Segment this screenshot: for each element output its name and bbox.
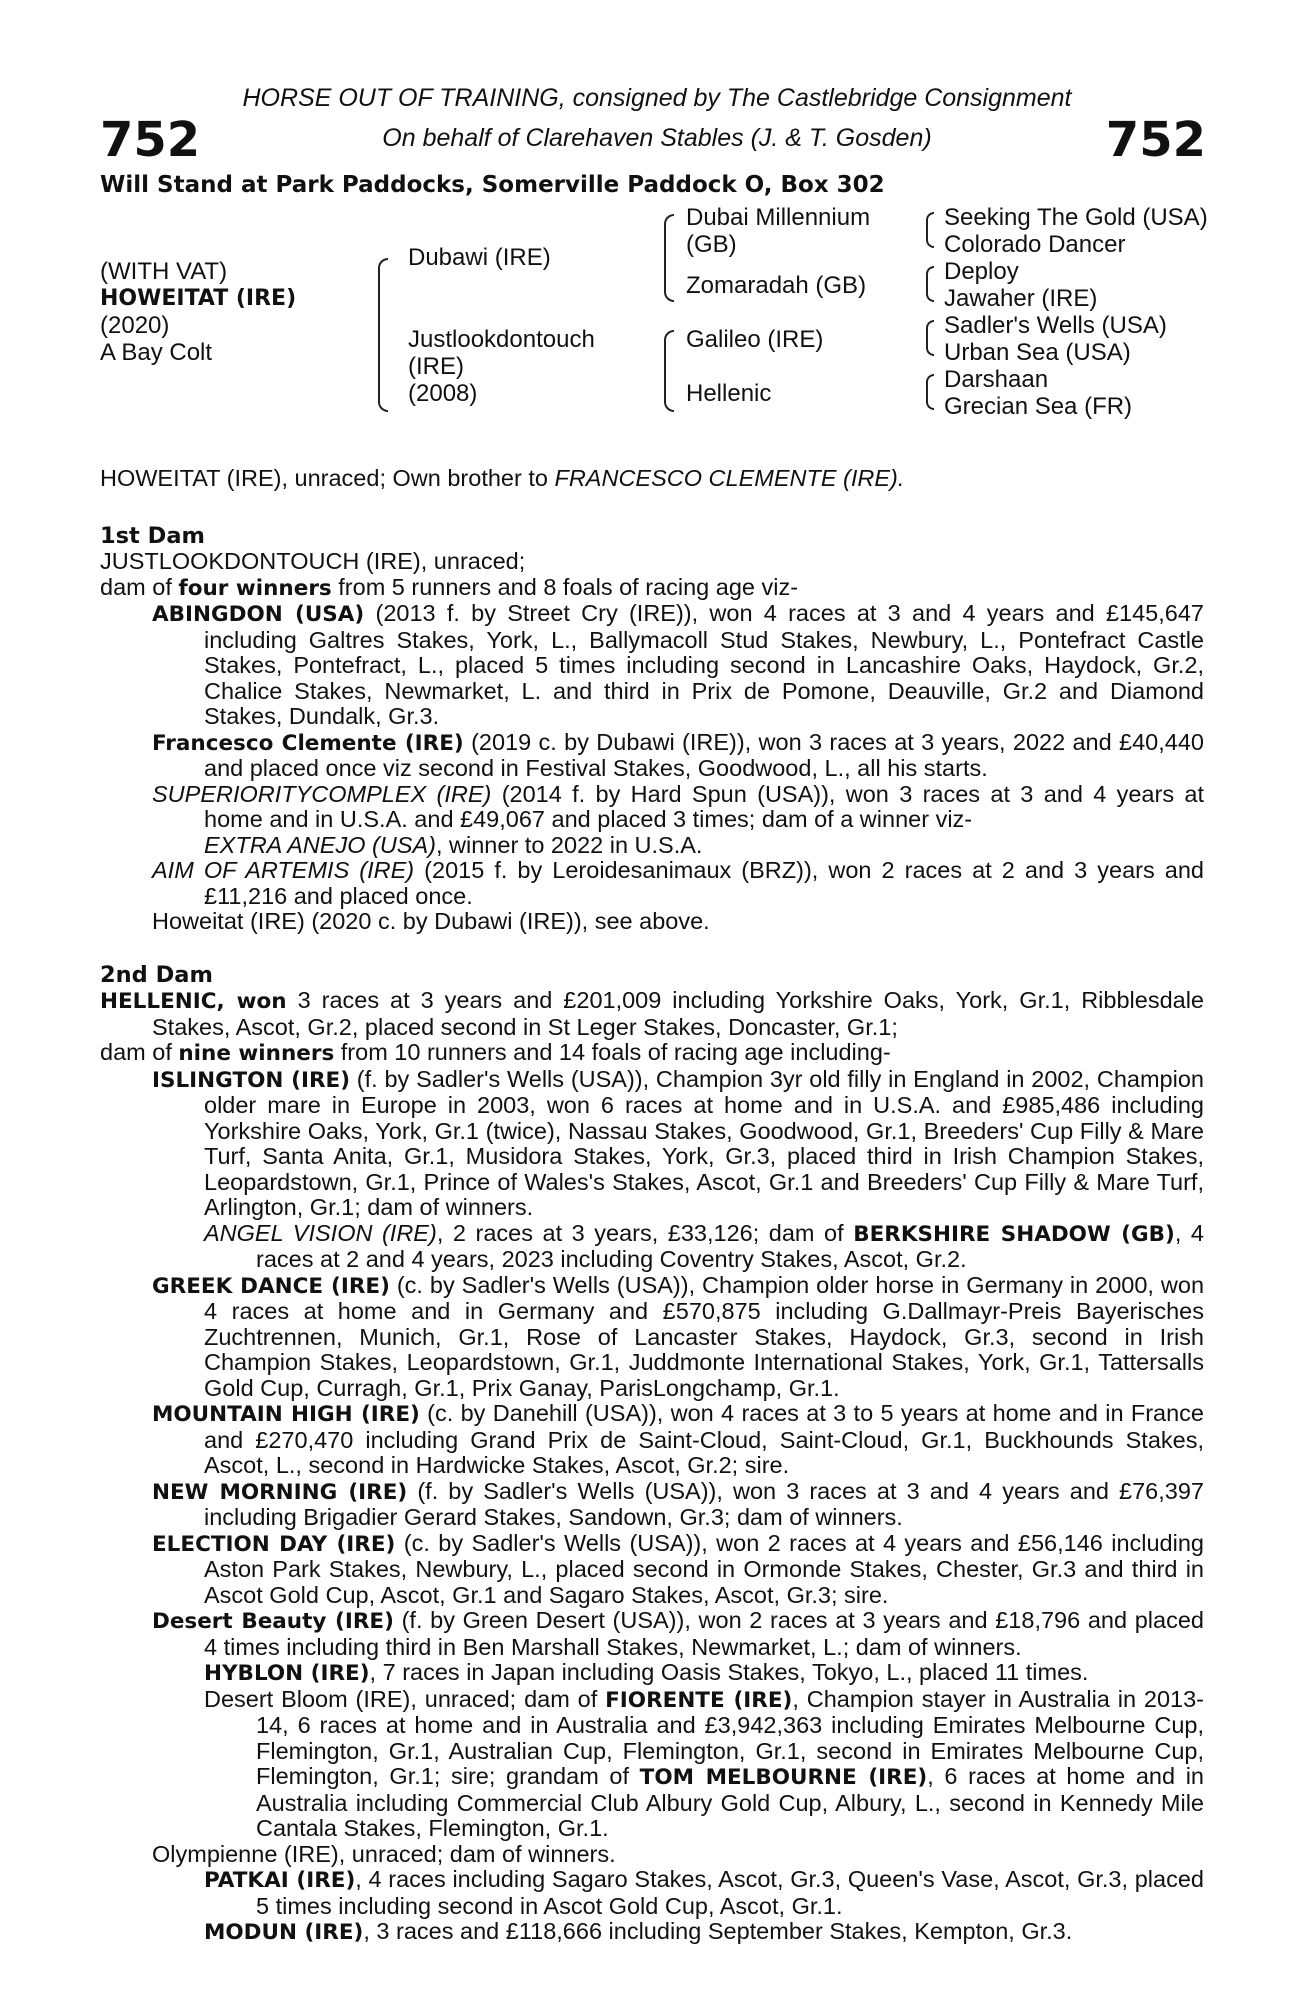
- produce-hyblon: HYBLON (IRE), 7 races in Japan including Oasis Stakes, Tokyo, L., placed 11 times.: [204, 1659, 1089, 1686]
- produce-mountain-high: MOUNTAIN HIGH (IRE) (c. by Danehill (USA)), won 4 races at 3 to 5 years at home and in France and £270,470 including Grand Prix de Saint-Cloud, Saint-Cloud, Gr.1, Buckhounds Stakes, Ascot, L., second in Hardwicke Stakes, Ascot, Gr.2; sire.: [152, 1400, 1204, 1478]
- behalf-line: On behalf of Clarehaven Stables (J. & T. Gosden): [382, 124, 932, 152]
- lot-number-left: 752: [100, 112, 201, 168]
- produce-olympienne: Olympienne (IRE), unraced; dam of winners.: [152, 1840, 616, 1867]
- dam-sire: Galileo (IRE): [686, 326, 824, 353]
- produce-desert-bloom: Desert Bloom (IRE), unraced; dam of FIORENTE (IRE), Champion stayer in Australia in 2013-14, 6 races at home and in Australia and £3,942,363 including Emirates Melbourne Cup, Flemington, Gr.1, Australian Cup, Flemington, Gr.1, second in Emirates Melbourne Cup, Flemington, Gr.1; sire; grandam of TOM MELBOURNE (IRE), 6 races at home and in Australia including Commercial Club Albury Gold Cup, Albury, L., second in Kennedy Mile Cantala Stakes, Flemington, Gr.1.: [204, 1685, 1204, 1841]
- summary-line: HOWEITAT (IRE), unraced; Own brother to FRANCESCO CLEMENTE (IRE).: [100, 465, 905, 491]
- brace-g1: [926, 212, 934, 248]
- dam-year: (2008): [408, 380, 478, 407]
- gg-3: Deploy: [944, 258, 1019, 285]
- dam-name: Justlookdontouch (IRE): [408, 326, 595, 380]
- produce-howeitat: Howeitat (IRE) (2020 c. by Dubawi (IRE)), see above.: [152, 908, 710, 934]
- produce-extra-anejo: EXTRA ANEJO (USA), winner to 2022 in U.S.A.: [204, 831, 703, 858]
- produce-superioritycomplex: SUPERIORITYCOMPLEX (IRE) (2014 f. by Hard Spun (USA)), won 3 races at 3 and 4 years at home and in U.S.A. and £49,067 and placed 3 times; dam of a winner viz-: [152, 780, 1205, 832]
- second-dam-record: HELLENIC, won 3 races at 3 years and £201,009 including Yorkshire Oaks, York, Gr.1, Ribblesdale Stakes, Ascot, Gr.2, placed second in St Leger Stakes, Doncaster, Gr.1;: [100, 987, 1204, 1040]
- brace-sire-parents: [664, 214, 674, 302]
- consignment-line: HORSE OUT OF TRAINING, consigned by The Castlebridge Consignment: [242, 84, 1072, 112]
- sire-dam: Zomaradah (GB): [686, 272, 867, 299]
- sire-sire: Dubai Millennium (GB): [686, 204, 871, 258]
- first-dam-produce-line: dam of four winners from 5 runners and 8 foals of racing age viz-: [100, 573, 799, 601]
- gg-2: Colorado Dancer: [944, 231, 1126, 258]
- lot-number-right: 752: [1105, 112, 1206, 168]
- second-dam-produce-line: dam of nine winners from 10 runners and 14 foals of racing age including-: [100, 1039, 891, 1066]
- first-dam-heading: 1st Dam: [100, 522, 205, 549]
- gg-6: Urban Sea (USA): [944, 339, 1131, 366]
- produce-election-day: ELECTION DAY (IRE) (c. by Sadler's Wells (USA)), won 2 races at 4 years and £56,146 including Aston Park Stakes, Newbury, L., placed second in Ormonde Stakes, Chester, Gr.3 and third in Ascot Gold Cup, Ascot, Gr.1 and Sagaro Stakes, Ascot, Gr.3; sire.: [152, 1529, 1204, 1608]
- sire: Dubawi (IRE): [408, 244, 551, 271]
- brace-sire-dam: [378, 258, 388, 412]
- produce-desert-beauty: Desert Beauty (IRE) (f. by Green Desert (USA)), won 2 races at 3 years and £18,796 and placed 4 times including third in Ben Marshall Stakes, Newmarket, L.; dam of winners.: [152, 1607, 1204, 1660]
- vat-note: (WITH VAT): [100, 258, 228, 285]
- gg-5: Sadler's Wells (USA): [944, 312, 1167, 339]
- second-dam-heading: 2nd Dam: [100, 961, 213, 988]
- produce-francesco-clemente: Francesco Clemente (IRE) (2019 c. by Dubawi (IRE)), won 3 races at 3 years, 2022 and £40,440 and placed once viz second in Festival Stakes, Goodwood, L., all his starts.: [152, 728, 1204, 781]
- produce-aim-of-artemis: AIM OF ARTEMIS (IRE) (2015 f. by Leroidesanimaux (BRZ)), won 2 races at 2 and 3 years and £11,216 and placed once.: [152, 857, 1204, 909]
- produce-new-morning: NEW MORNING (IRE) (f. by Sadler's Wells (USA)), won 3 races at 3 and 4 years and £76,397 including Brigadier Gerard Stakes, Sandown, Gr.3; dam of winners.: [152, 1477, 1204, 1530]
- race-record: [100, 466, 1204, 1946]
- dam-dam: Hellenic: [686, 380, 772, 407]
- brace-g4: [926, 374, 934, 410]
- gg-7: Darshaan: [944, 366, 1049, 393]
- produce-islington: ISLINGTON (IRE) (f. by Sadler's Wells (USA)), Champion 3yr old filly in England in 2002, Champion older mare in Europe in 2003, won 6 races at home and in U.S.A. and £985,486 including Yorkshire Oaks, York, Gr.1 (twice), Nassau Stakes, Goodwood, Gr.1, Breeders' Cup Filly & Mare Turf, Santa Anita, Gr.1, Musidora Stakes, York, Gr.3, placed third in Irish Champion Stakes, Leopardstown, Gr.1, Prince of Wales's Stakes, Ascot, Gr.1 and Breeders' Cup Filly & Mare Turf, Arlington, Gr.1; dam of winners.: [152, 1065, 1204, 1220]
- horse-description: A Bay Colt: [100, 339, 213, 366]
- gg-8: Grecian Sea (FR): [944, 393, 1133, 420]
- produce-patkai: PATKAI (IRE), 4 races including Sagaro Stakes, Ascot, Gr.3, Queen's Vase, Ascot, Gr.3, placed 5 times including second in Ascot Gold Cup, Ascot, Gr.1.: [204, 1866, 1204, 1919]
- stand-location: Will Stand at Park Paddocks, Somerville Paddock O, Box 302: [100, 172, 885, 198]
- gg-4: Jawaher (IRE): [944, 285, 1098, 312]
- dam: [408, 326, 618, 407]
- horse-year: (2020): [100, 312, 170, 339]
- produce-angel-vision: ANGEL VISION (IRE), 2 races at 3 years, £33,126; dam of BERKSHIRE SHADOW (GB), 4 races at 2 and 4 years, 2023 including Coventry Stakes, Ascot, Gr.2.: [204, 1219, 1204, 1272]
- gg-1: Seeking The Gold (USA): [944, 204, 1208, 231]
- brace-g3: [926, 320, 934, 356]
- first-dam-name: JUSTLOOKDONTOUCH (IRE), unraced;: [100, 548, 526, 574]
- produce-modun: MODUN (IRE), 3 races and £118,666 including September Stakes, Kempton, Gr.3.: [204, 1918, 1073, 1945]
- brace-dam-parents: [664, 330, 674, 412]
- horse-details: [100, 258, 296, 366]
- produce-abingdon: ABINGDON (USA) (2013 f. by Street Cry (IRE)), won 4 races at 3 and 4 years and £145,647 including Galtres Stakes, York, L., Ballymacoll Stud Stakes, Newbury, L., Pontefract Castle Stakes, Pontefract, L., placed 5 times including second in Lancashire Oaks, Haydock, Gr.2, Chalice Stakes, Newmarket, L. and third in Prix de Pomone, Deauville, Gr.2 and Diamond Stakes, Dundalk, Gr.3.: [152, 600, 1204, 729]
- produce-greek-dance: GREEK DANCE (IRE) (c. by Sadler's Wells (USA)), Champion older horse in Germany in 2000, won 4 races at home and in Germany and £570,875 including G.Dallmayr-Preis Bayerisches Zuchtrennen, Munich, Gr.1, Rose of Lancaster Stakes, Haydock, Gr.3, second in Irish Champion Stakes, Leopardstown, Gr.1, Juddmonte International Stakes, York, Gr.1, Tattersalls Gold Cup, Curragh, Gr.1, Prix Ganay, ParisLongchamp, Gr.1.: [152, 1271, 1205, 1401]
- horse-name: HOWEITAT (IRE): [100, 286, 297, 311]
- brace-g2: [926, 266, 934, 302]
